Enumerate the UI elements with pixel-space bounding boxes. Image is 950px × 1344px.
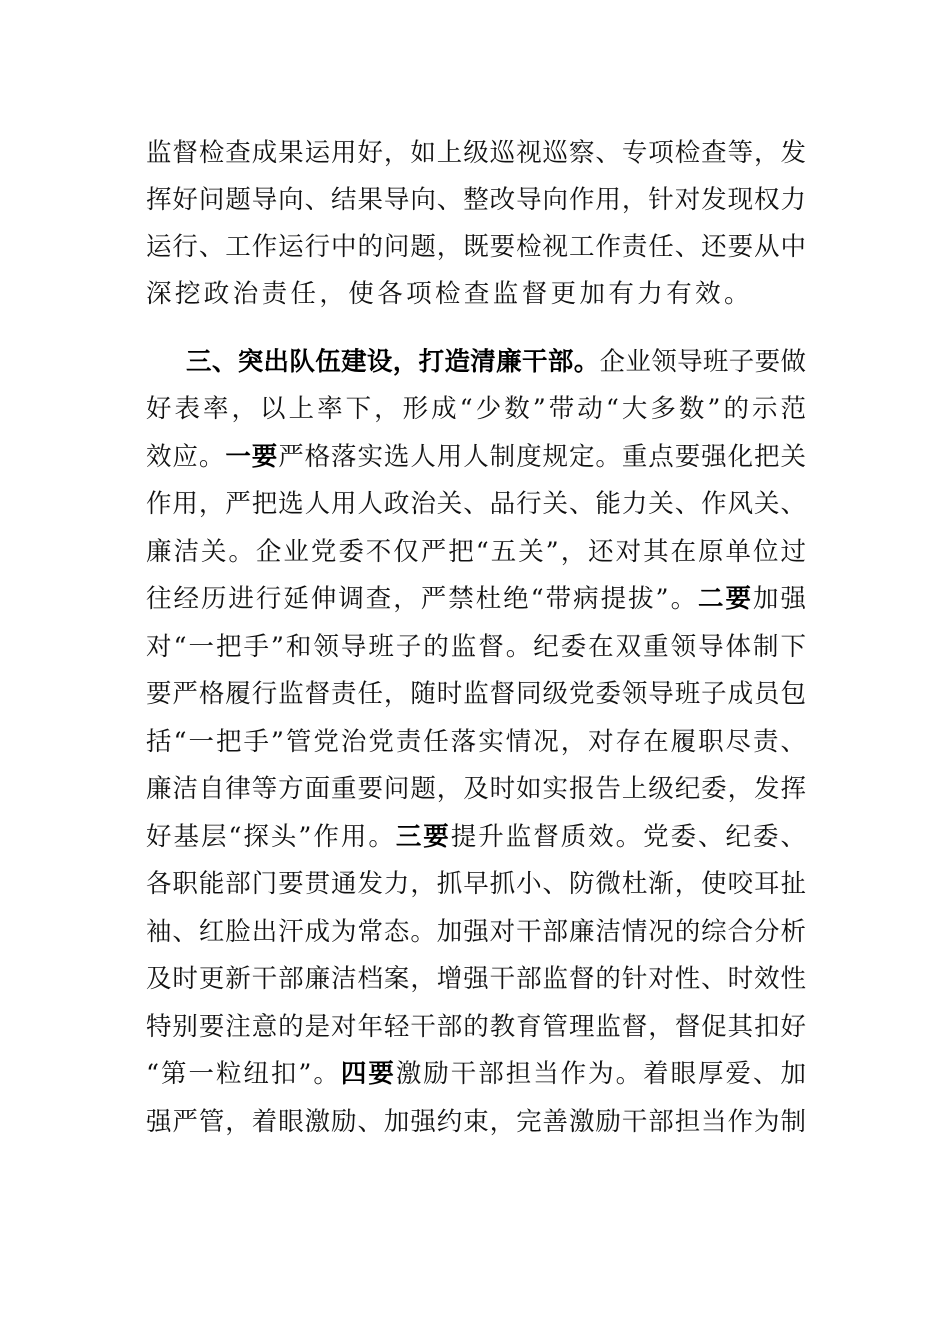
text-run: 严格落实选人用人制度规定。重点要强化把关 [278, 442, 806, 472]
paragraph-2-line-7: 对“一把手”和领导班子的监督。纪委在双重领导体制下 [146, 632, 806, 662]
text-run: 加强 [753, 584, 806, 614]
keyword-third: 三要 [395, 822, 451, 852]
paragraph-1-line-1: 监督检查成果运用好，如上级巡视巡察、专项检查等，发 [146, 138, 806, 168]
paragraph-1-line-3: 运行、工作运行中的问题，既要检视工作责任、还要从中 [146, 232, 806, 262]
paragraph-2-line-1 [186, 342, 806, 382]
paragraph-2-line-13: 袖、红脸出汗成为常态。加强对干部廉洁情况的综合分析 [146, 917, 806, 947]
paragraph-2-line-17: 强严管，着眼激励、加强约束，完善激励干部担当作为制 [146, 1107, 806, 1137]
paragraph-2-line-12: 各职能部门要贯通发力，抓早抓小、防微杜渐，使咬耳扯 [146, 869, 806, 899]
paragraph-2-line-6 [146, 579, 806, 619]
text-run: 往经历进行延伸调查，严禁杜绝“带病提拔”。 [146, 584, 699, 614]
paragraph-2-line-3 [146, 437, 806, 477]
text-run: 好基层“探头”作用。 [146, 822, 396, 852]
paragraph-2-line-15: 特别要注意的是对年轻干部的教育管理监督，督促其扣好 [146, 1012, 806, 1042]
paragraph-1-line-2: 挥好问题导向、结果导向、整改导向作用，针对发现权力 [146, 185, 806, 215]
paragraph-2-line-11 [146, 817, 806, 857]
section-heading: 三、突出队伍建设，打造清廉干部。 [186, 347, 600, 377]
paragraph-2-line-5: 廉洁关。企业党委不仅严把“五关”，还对其在原单位过 [146, 537, 806, 567]
text-run: 企业领导班子要做 [599, 347, 806, 377]
paragraph-2-line-10: 廉洁自律等方面重要问题，及时如实报告上级纪委，发挥 [146, 774, 806, 804]
keyword-first: 一要 [225, 442, 279, 472]
paragraph-2-line-14: 及时更新干部廉洁档案，增强干部监督的针对性、时效性 [146, 964, 806, 994]
paragraph-2-line-2: 好表率，以上率下，形成“少数”带动“大多数”的示范 [146, 394, 806, 424]
paragraph-2-line-4: 作用，严把选人用人政治关、品行关、能力关、作风关、 [146, 489, 806, 519]
paragraph-2-line-16 [146, 1054, 806, 1094]
text-run: “第一粒纽扣”。 [146, 1059, 341, 1089]
text-run: 提升监督质效。党委、纪委、 [450, 822, 806, 852]
keyword-second: 二要 [698, 584, 753, 614]
text-run: 效应。 [146, 442, 226, 472]
paragraph-2-line-9: 括“一把手”管党治党责任落实情况，对存在履职尽责、 [146, 727, 806, 757]
text-run: 激励干部担当作为。着眼厚爱、加 [395, 1059, 806, 1089]
paragraph-2-line-8: 要严格履行监督责任，随时监督同级党委领导班子成员包 [146, 679, 806, 709]
paragraph-1-line-4: 深挖政治责任，使各项检查监督更加有力有效。 [146, 279, 753, 309]
keyword-fourth: 四要 [340, 1059, 396, 1089]
